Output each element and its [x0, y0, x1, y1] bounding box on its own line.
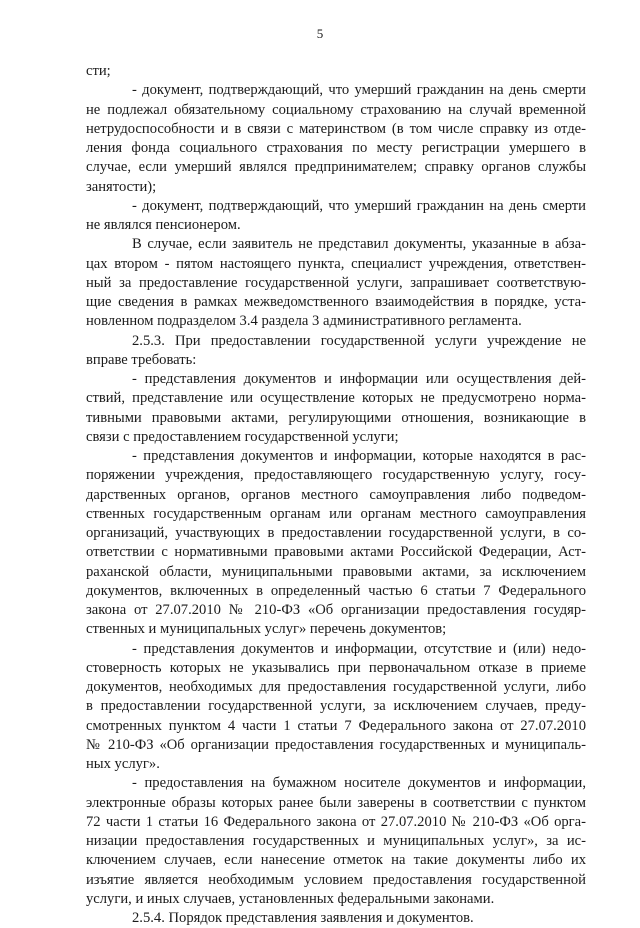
text-line: вправе требовать:: [86, 351, 197, 368]
text-line: 72 части 1 статьи 16 Федерального закона от 27.07.2010 № 210-ФЗ «Об орга-: [86, 813, 586, 830]
text-line: - представления документов и информации, которые находятся в рас-: [132, 448, 586, 464]
text-line: ных услуг».: [86, 756, 160, 772]
text-line: стоверность которых не указывались при первоначальном отказе в приеме: [86, 659, 586, 676]
text-line: ный за предоставление государственной услуги, запрашивает соответствую-: [86, 274, 586, 291]
text-line: тивными правовыми актами, регулирующими отношения, возникающие в: [86, 409, 586, 426]
text-line: занятости);: [86, 178, 157, 195]
text-line: ответствии с нормативными правовыми актами Российской Федерации, Аст-: [86, 544, 586, 561]
text-line: случае, если умерший являлся предпринимателем; справку органов службы: [86, 159, 586, 176]
text-line: электронные образы которых ранее были заверены в соответствии с пунктом: [86, 794, 586, 811]
text-line: не подлежал обязательному социальному страхованию на случай временной: [86, 101, 586, 118]
text-line: 2.5.3. При предоставлении государственной услуги учреждение не: [132, 332, 586, 349]
text-line: - предоставления на бумажном носителе документов и информации,: [132, 775, 586, 792]
text-line: сти;: [86, 63, 111, 79]
text-line: новленном подразделом 3.4 раздела 3 административного регламента.: [86, 313, 522, 330]
text-line: связи с предоставлением государственной услуги;: [86, 428, 399, 445]
text-line: низации предоставления государственных и муниципальных услуг», за ис-: [86, 833, 586, 849]
text-line: изъятие является необходимым условием предоставления государственной: [86, 871, 586, 888]
text-line: - представления документов и информации, отсутствие и (или) недо-: [132, 640, 586, 657]
text-line: В случае, если заявитель не представил документы, указанные в абза-: [132, 236, 586, 253]
text-line: ления фонда социального страхования по месту регистрации умершего в: [86, 140, 586, 156]
text-line: дарственных органов, органов местного самоуправления либо подведом-: [86, 486, 586, 503]
text-line: ственных и муниципальных услуг» перечень документов;: [86, 621, 447, 638]
text-line: в предоставлении государственной услуги, за исключением случаев, преду-: [86, 698, 586, 715]
document-body: [86, 62, 586, 928]
text-line: - документ, подтверждающий, что умерший гражданин на день смерти: [132, 197, 586, 214]
text-line: - документ, подтверждающий, что умерший гражданин на день смерти: [132, 82, 586, 99]
text-line: ственных государственным органам или органам местного самоуправления: [86, 505, 586, 522]
text-line: № 210-ФЗ «Об организации предоставления государственных и муниципаль-: [86, 736, 586, 753]
text-line: - представления документов и информации или осуществления дей-: [132, 371, 586, 387]
text-line: услуги, и иных случаев, установленных федеральными законами.: [86, 890, 495, 907]
text-line: цах втором - пятом настоящего пункта, специалист учреждения, ответствен-: [86, 255, 586, 272]
text-line: смотренных пунктом 4 части 1 статьи 7 Федерального закона от 27.07.2010: [86, 717, 586, 734]
text-line: не являлся пенсионером.: [86, 217, 241, 233]
page-number: 5: [316, 26, 324, 41]
text-line: закона от 27.07.2010 № 210-ФЗ «Об организации предоставления госудяр-: [86, 602, 586, 618]
text-line: нетрудоспособности и в связи с материнством (в том числе справку из отде-: [86, 120, 586, 137]
text-line: организаций, участвующих в предоставлении государственной услуги, в со-: [86, 525, 586, 541]
text-line: 2.5.4. Порядок представления заявления и документов.: [132, 910, 474, 926]
text-line: ключением случаев, если нанесение отметок на такие документы либо их: [86, 852, 586, 869]
text-line: ствий, представление или осуществление которых не предусмотрено норма-: [86, 390, 586, 407]
text-line: поряжении учреждения, предоставляющего государственную услугу, госу-: [86, 467, 586, 484]
text-line: щие сведения в рамках межведомственного взаимодействия в порядке, уста-: [86, 294, 586, 310]
text-line: документов, включенных в определенный частью 6 статьи 7 Федерального: [86, 582, 586, 599]
text-line: раханской области, муниципальными правовыми актами, за исключением: [86, 563, 586, 580]
text-line: документов, необходимых для предоставления государственной услуги, либо: [86, 679, 586, 695]
